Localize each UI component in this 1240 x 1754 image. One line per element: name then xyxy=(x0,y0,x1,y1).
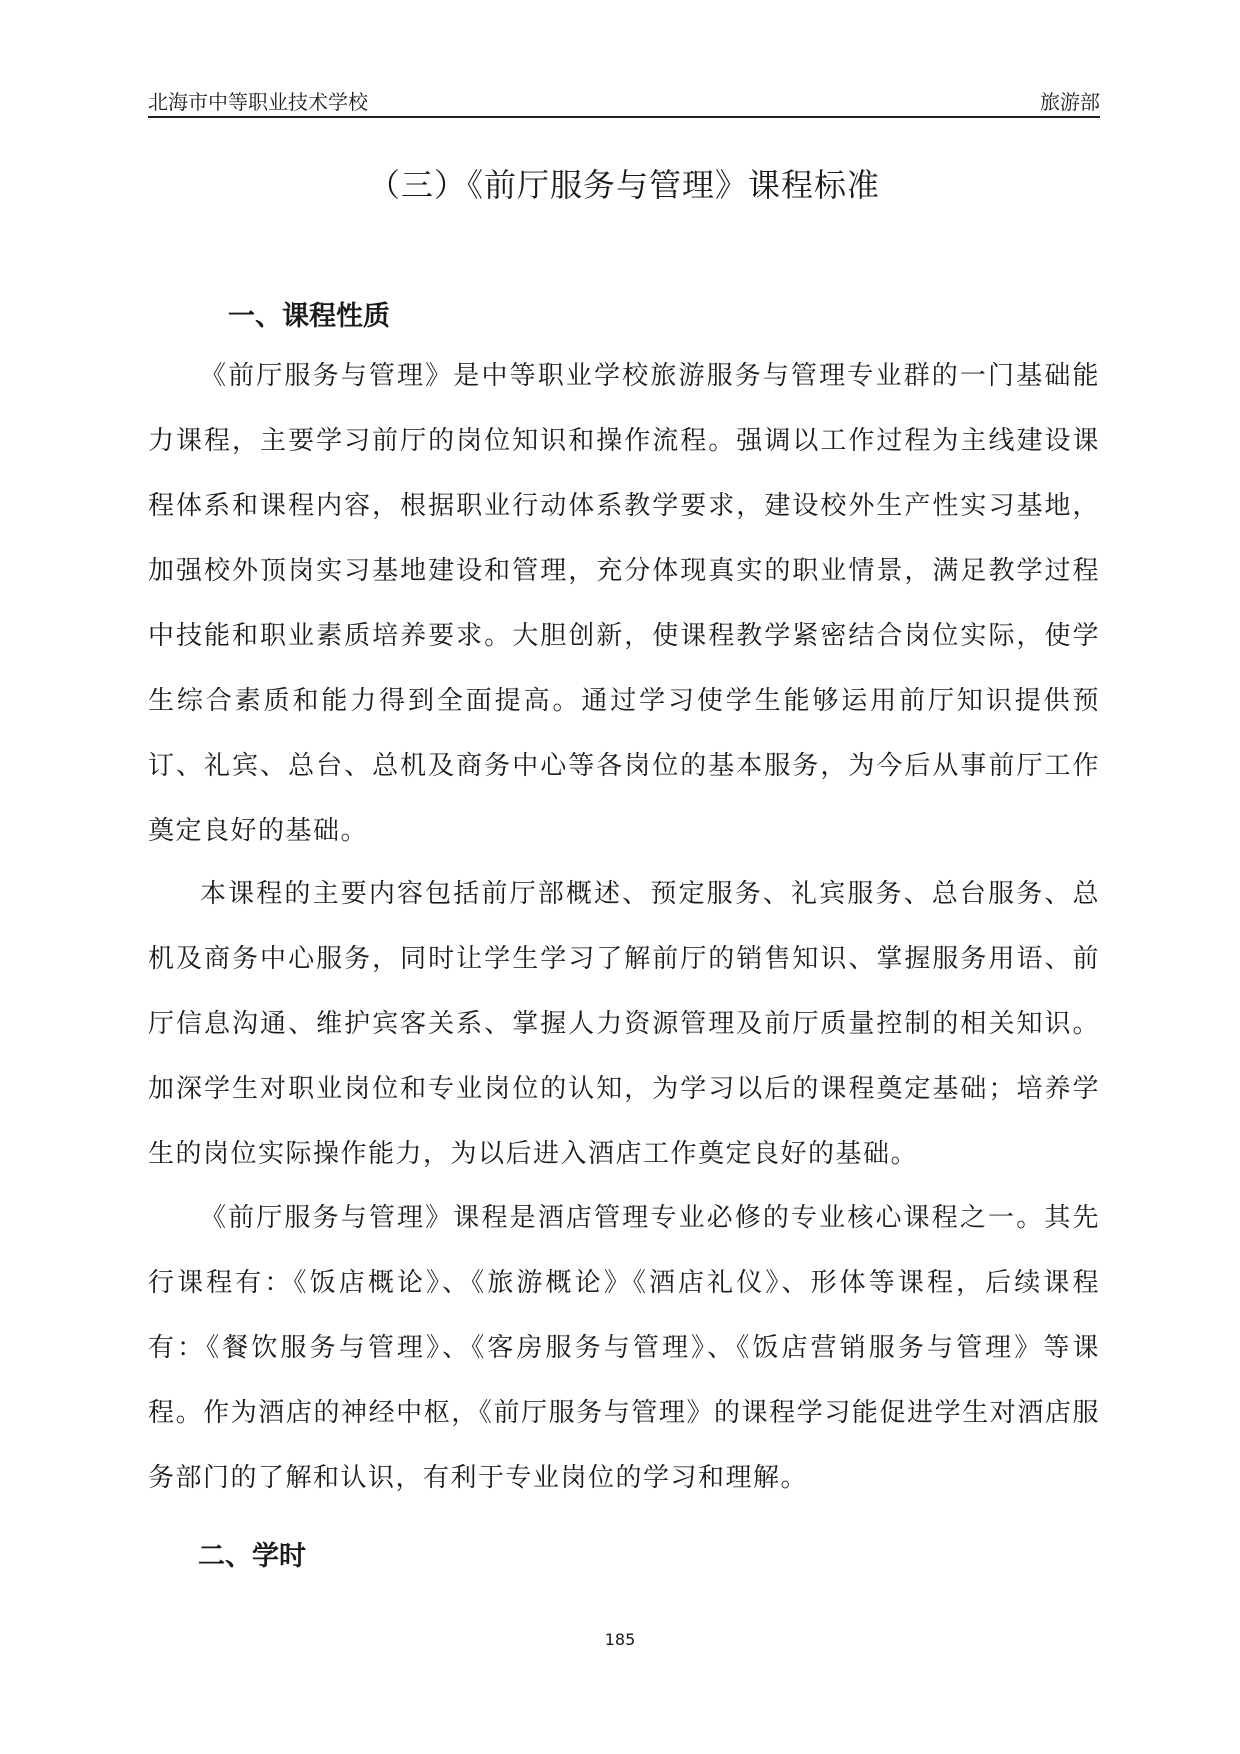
page-title: （三）《前厅服务与管理》课程标准 xyxy=(367,166,880,204)
header-department: 旅游部 xyxy=(1040,90,1100,114)
header-school-name: 北海市中等职业技术学校 xyxy=(148,90,368,114)
section-heading-course-nature: 一、课程性质 xyxy=(228,301,390,332)
paragraph-2: 本课程的主要内容包括前厅部概述、预定服务、礼宾服务、总台服务、总机及商务中心服务，同时让学生学习了解前厅的销售知识、掌握服务用语、前厅信息沟通、维护宾客关系、掌握人力资源管理及前厅质量控制的相关知识。加深学生对职业岗位和专业岗位的认知，为学习以后的课程奠定基础；培养学生的岗位实际操作能力，为以后进入酒店工作奠定良好的基础。 xyxy=(148,879,1100,1169)
page-number: 185 xyxy=(604,1630,636,1649)
section-heading-class-hours: 二、学时 xyxy=(198,1541,306,1572)
paragraph-3: 《前厅服务与管理》课程是酒店管理专业必修的专业核心课程之一。其先行课程有：《饭店概论》、《旅游概论》《酒店礼仪》、形体等课程，后续课程有：《餐饮服务与管理》、《客房服务与管理》、《饭店营销服务与管理》等课程。作为酒店的神经中枢，《前厅服务与管理》的课程学习能促进学生对酒店服务部门的了解和认识，有利于专业岗位的学习和理解。 xyxy=(148,1203,1100,1493)
page-header xyxy=(148,86,1100,118)
paragraph-1: 《前厅服务与管理》是中等职业学校旅游服务与管理专业群的一门基础能力课程，主要学习前厅的岗位知识和操作流程。强调以工作过程为主线建设课程体系和课程内容，根据职业行动体系教学要求，建设校外生产性实习基地，加强校外顶岗实习基地建设和管理，充分体现真实的职业情景，满足教学过程中技能和职业素质培养要求。大胆创新，使课程教学紧密结合岗位实际，使学生综合素质和能力得到全面提高。通过学习使学生能够运用前厅知识提供预订、礼宾、总台、总机及商务中心等各岗位的基本服务，为今后从事前厅工作奠定良好的基础。 xyxy=(148,361,1100,846)
